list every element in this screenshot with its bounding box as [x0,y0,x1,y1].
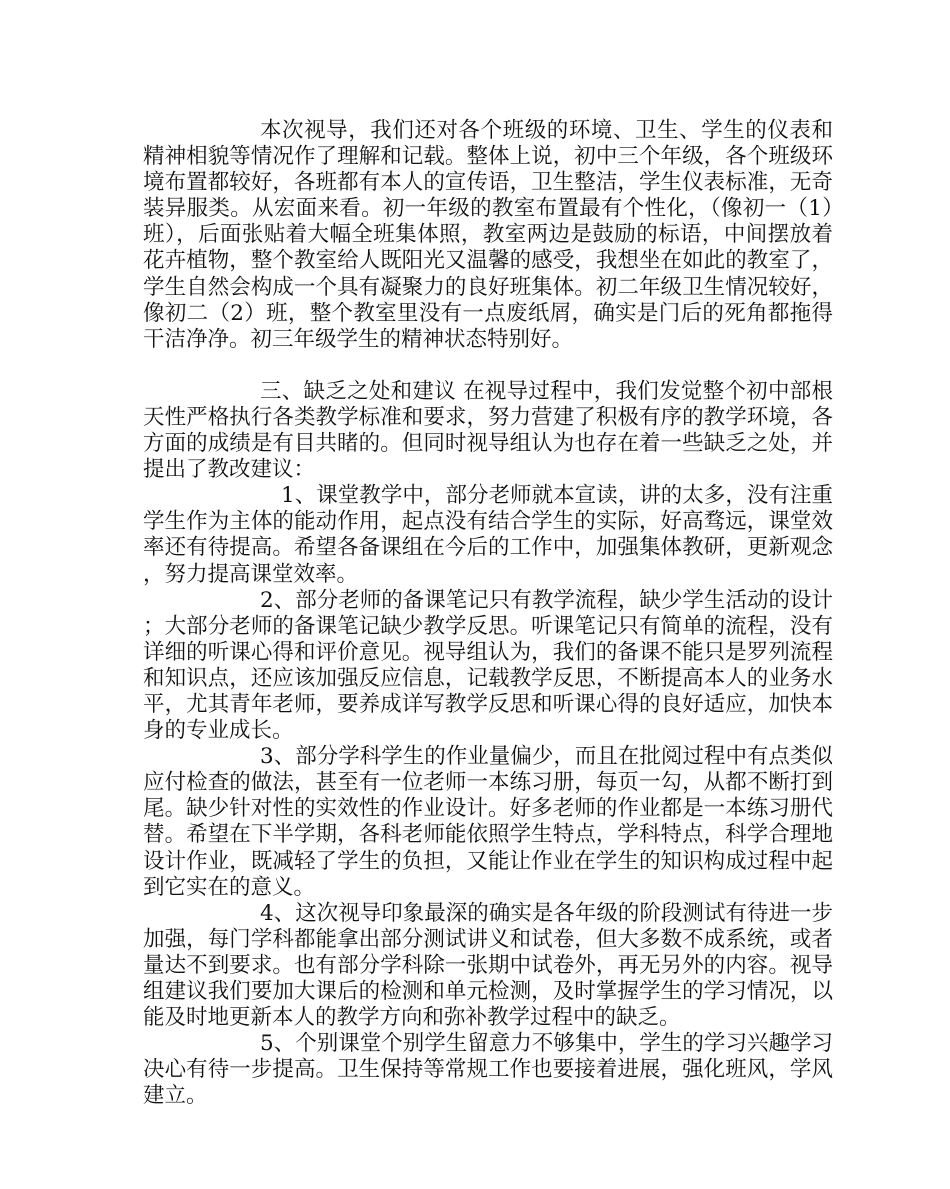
paragraph-item-5: 5、个别课堂个别学生留意力不够集中，学生的学习兴趣学习决心有待一步提高。卫生保持等常规工作也要接着进展，强化班风，学风建立。 [143,1031,833,1109]
paragraph-item-3: 3、部分学科学生的作业量偏少，而且在批阅过程中有点类似应付检查的做法，甚至有一位老师一本练习册，每页一勾，从都不断打到尾。缺少针对性的实效性的作业设计。好多老师的作业都是一本练习册代替。希望在下半学期，各科老师能依照学生特点，学科特点，科学合理地设计作业，既减轻了学生的负担，又能让作业在学生的知识构成过程中起到它实在的意义。 [143,744,833,900]
paragraph-item-4: 4、这次视导印象最深的确实是各年级的阶段测试有待进一步加强，每门学科都能拿出部分测试讲义和试卷，但大多数不成系统，或者量达不到要求。也有部分学科除一张期中试卷外，再无另外的内容。视导组建议我们要加大课后的检测和单元检测，及时掌握学生的学习情况，以能及时地更新本人的教学方向和弥补教学过程中的缺乏。 [143,900,833,1031]
paragraph-item-2: 2、部分老师的备课笔记只有教学流程，缺少学生活动的设计；大部分老师的备课笔记缺少教学反思。听课笔记只有简单的流程，没有详细的听课心得和评价意见。视导组认为，我们的备课不能只是罗列流程和知识点，还应该加强反应信息，记载教学反思，不断提高本人的业务水平，尤其青年老师，要养成详写教学反思和听课心得的良好适应，加快本身的专业成长。 [143,587,833,744]
document-body [143,118,833,1109]
paragraph-shortcomings-intro: 三、缺乏之处和建议 在视导过程中，我们发觉整个初中部根天性严格执行各类教学标准和要求，努力营建了积极有序的教学环境，各方面的成绩是有目共睹的。但同时视导组认为也存在着一些缺乏之处，并提出了教改建议： [143,378,833,483]
paragraph-inspection-environment: 本次视导，我们还对各个班级的环境、卫生、学生的仪表和精神相貌等情况作了理解和记载。整体上说，初中三个年级，各个班级环境布置都较好，各班都有本人的宣传语，卫生整洁，学生仪表标准，无奇装异服类。从宏面来看。初一年级的教室布置最有个性化，（像初一（1）班），后面张贴着大幅全班集体照，教室两边是鼓励的标语，中间摆放着花卉植物，整个教室给人既阳光又温馨的感受，我想坐在如此的教室了，学生自然会构成一个具有凝聚力的良好班集体。初二年级卫生情况较好，像初二（2）班，整个教室里没有一点废纸屑，确实是门后的死角都拖得干洁净净。初三年级学生的精神状态特别好。 [143,118,833,352]
paragraph-item-1: 1、课堂教学中，部分老师就本宣读，讲的太多，没有注重学生作为主体的能动作用，起点没有结合学生的实际，好高骛远，课堂效率还有待提高。希望各备课组在今后的工作中，加强集体教研，更新观念，努力提高课堂效率。 [143,483,833,587]
